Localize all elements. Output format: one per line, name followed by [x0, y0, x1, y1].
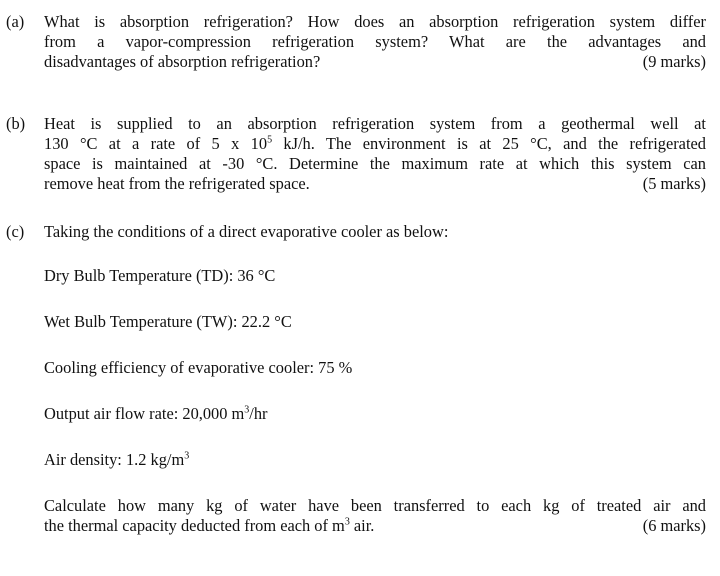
condition-air-density-text: Air density: 1.2 kg/m	[44, 450, 185, 469]
question-c-task-exponent: 3	[344, 516, 350, 528]
question-a-line-3	[44, 52, 706, 72]
condition-dry-bulb: Dry Bulb Temperature (TD): 36 °C	[44, 266, 276, 285]
question-a-marks: (9 marks)	[642, 52, 706, 71]
question-a-line-3-text: disadvantages of absorption refrigeration?	[44, 52, 321, 71]
condition-air-density-exponent: 3	[184, 450, 190, 462]
question-b-line-2	[44, 134, 706, 154]
question-b-line-4-text: remove heat from the refrigerated space.	[44, 174, 310, 193]
question-b-line-3: space is maintained at -30 °C. Determine the maximum rate at which this system can	[44, 154, 706, 173]
question-c-task-line-2-post: air.	[349, 516, 375, 535]
condition-efficiency: Cooling efficiency of evaporative cooler: 75 %	[44, 358, 353, 377]
question-b	[6, 114, 706, 194]
condition-flow-rate-text: Output air flow rate: 20,000 m	[44, 404, 245, 423]
condition-flow-rate-unit: /hr	[249, 404, 268, 423]
question-a-label: (a)	[6, 12, 25, 31]
question-c-task-line-2-pre: the thermal capacity deducted from each of m	[44, 516, 345, 535]
question-b-line-2-post: kJ/h. The environment is at 25 °C, and the refrigerated	[272, 134, 706, 153]
condition-air-density	[44, 450, 189, 470]
question-b-text	[44, 114, 706, 194]
question-c	[6, 222, 706, 242]
question-c-marks: (6 marks)	[642, 516, 706, 535]
question-a-text	[44, 12, 706, 72]
condition-flow-rate	[44, 404, 268, 424]
question-b-exponent: 5	[267, 134, 273, 146]
question-c-task	[6, 496, 706, 536]
question-b-line-1: Heat is supplied to an absorption refrigeration system from a geothermal well at	[44, 114, 706, 133]
question-c-intro-text: Taking the conditions of a direct evaporative cooler as below:	[44, 222, 449, 241]
question-b-line-2-pre: 130 °C at a rate of 5 x 10	[44, 134, 268, 153]
question-a-line-2: from a vapor-compression refrigeration system? What are the advantages and	[44, 32, 706, 51]
question-c-task-line-2	[44, 516, 706, 536]
condition-flow-rate-exponent: 3	[244, 404, 250, 416]
question-b-label: (b)	[6, 114, 26, 133]
question-c-task-text	[44, 496, 706, 536]
condition-wet-bulb: Wet Bulb Temperature (TW): 22.2 °C	[44, 312, 292, 331]
question-a	[6, 12, 706, 72]
question-b-marks: (5 marks)	[642, 174, 706, 193]
question-c-intro	[44, 222, 706, 242]
question-b-line-4	[44, 174, 706, 194]
question-a-line-1: What is absorption refrigeration? How does an absorption refrigeration system differ	[44, 12, 706, 31]
question-c-task-line-2-text	[44, 516, 374, 536]
question-c-label: (c)	[6, 222, 25, 241]
question-c-task-line-1: Calculate how many kg of water have been transferred to each kg of treated air and	[44, 496, 706, 515]
